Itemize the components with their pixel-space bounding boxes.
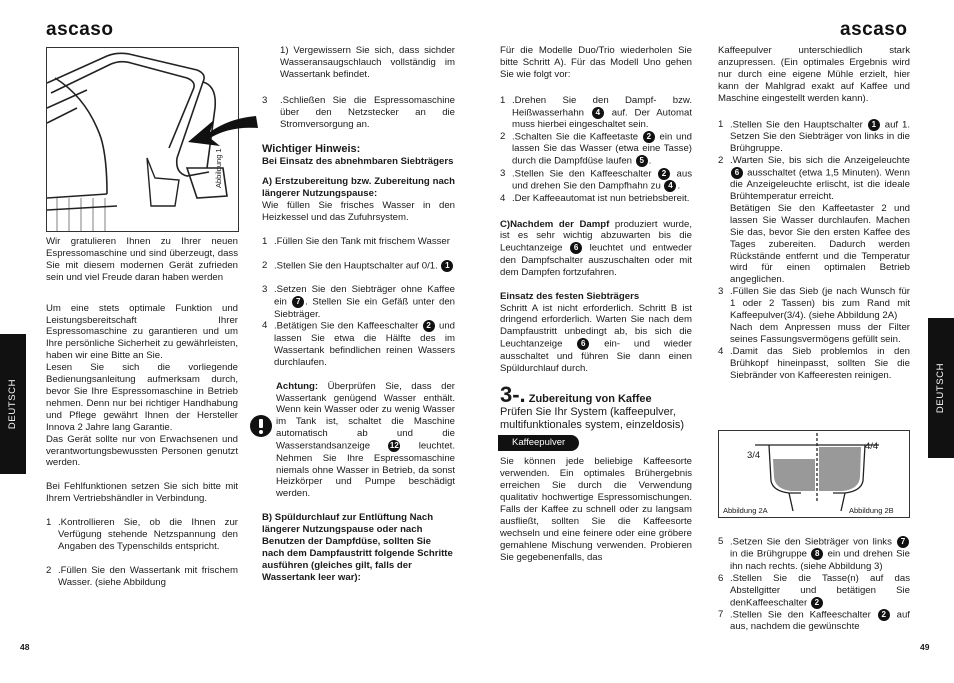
number-badge: 2 xyxy=(423,320,435,332)
fig2-label-4-4: 4/4 xyxy=(865,441,879,452)
number-badge: 6 xyxy=(577,338,589,350)
number-badge: 7 xyxy=(292,296,304,308)
list-item: 4 .Betätigen Sie den Kaffeeschalter 2 und lassen Sie etwa die Hälfte des im Wassertank befindlichen reinen Wassers durchlaufen. xyxy=(262,320,456,368)
number-badge: 2 xyxy=(658,168,670,180)
paragraph: Schritt A ist nicht erforderlich. Schritt B ist dringend erforderlich. Warten Sie nach dem Dampfaustritt unbedingt ab, bis sich die Leuchtanzeige 6 ein- und wieder ausschaltet und führen Sie dann einen Spüldurchlauf durch. xyxy=(500,302,692,374)
list-item: 2 .Schalten Sie die Kaffeetaste 2 ein und lassen Sie das Wasser (etwa eine Tasse) durch die Dampfdüse laufen 5 . xyxy=(500,130,693,167)
page-number-right: 49 xyxy=(920,642,930,652)
list-item: 5 .Setzen Sie den Siebträger von links 7 in die Brühgruppe 8 ein und drehen Sie ihn nach rechts. (siehe Abbildung 3) xyxy=(718,536,910,572)
number-badge: 4 xyxy=(664,180,676,192)
number-badge: 4 xyxy=(592,107,604,119)
paragraph: Kaffeepulver unterschiedlich stark anzupressen. (Ein optimales Ergebnis wird nur durch eine eigene Mühle erzielt, hier kann der Mahlgrad exakt auf Kaffee und Maschine eingestellt werden kann). xyxy=(718,45,910,104)
number-badge: 2 xyxy=(878,609,890,621)
list-item: 1 .Füllen Sie den Tank mit frischem Wasser xyxy=(262,235,450,247)
warning-box: Achtung: Überprüfen Sie, dass der Wassertank genügend Wasser enthält. Wenn kein Wasser oder zu wenig Wasser im Tank ist, schaltet die Maschine automatisch ab und die Wasserstandsanzeige 12 leuchtet. Nehmen Sie Ihre Espressomaschine niemals ohne Wasser in Betrieb, da sonst Heizkörper und Pumpe beschädigt werden. xyxy=(276,380,455,500)
page-number-left: 48 xyxy=(20,642,30,652)
list-item: 4 .Der Kaffeeautomat ist nun betriebsbereit. xyxy=(500,192,690,204)
brand-logo-right: ascaso xyxy=(840,19,908,40)
warning-icon xyxy=(250,415,272,437)
column-3 xyxy=(500,45,692,564)
column-1 xyxy=(46,236,238,589)
arrow-icon xyxy=(180,110,260,156)
paragraph: Sie können jede beliebige Kaffeesorte verwenden. Ein optimales Brühergebnis erreichen Sie durch die Verwendung qualitativ hochwertige Espressomischungen. Falls der Kaffee zu schnell oder zu langsam ausfließt, sollten Sie die Kaffeesorte wechseln und eine feinere oder eine gröbere gemahlene Mischung verwenden. Probieren Sie gegebenenfalls, das xyxy=(500,456,692,563)
paragraph: Bei Fehlfunktionen setzen Sie sich bitte mit Ihrem Vertriebshändler in Verbindung. xyxy=(46,481,238,505)
brand-logo-left: ascaso xyxy=(46,19,114,40)
number-badge: 5 xyxy=(636,155,648,167)
intro-paragraph: Wir gratulieren Ihnen zu Ihrer neuen Espressomaschine und sind überzeugt, dass Sie mit diesem modernen Gerät zufrieden sein und viel Freude daran haben werden xyxy=(46,236,238,283)
paragraph: C)Nachdem der Dampf produziert wurde, ist es sehr wichtig abzuwarten bis die Leuchtanzeige 6 leuchtet und entweder den Dampfschalter auszuschalten oder mit dem Dampfen fortzufahren. xyxy=(500,218,692,278)
figure-2a-caption: Abbildung 2A xyxy=(723,506,768,515)
side-tab-left: DEUTSCH xyxy=(0,334,26,474)
paragraph: Das Gerät sollte nur von Erwachsenen und verantwortungsbewussten Personen genutzt werden. xyxy=(46,433,238,469)
column-4-continued xyxy=(718,536,910,633)
paragraph: Um eine stets optimale Funktion und Leistungsbereitschaft Ihrer Espressomaschine zu garantieren und um Ihre persönliche Sicherheit zu gewährleisten, haben wir eine Bitte an Sie. xyxy=(46,302,238,362)
number-badge: 2 xyxy=(643,131,655,143)
column-2 xyxy=(262,45,455,584)
section-subheading: Bei Einsatz des abnehmbaren Siebträgers xyxy=(262,156,454,168)
section-heading: Wichtiger Hinweis: xyxy=(262,143,361,156)
number-badge: 12 xyxy=(389,441,399,451)
warning-label: Achtung: xyxy=(276,380,319,392)
list-item: 6 .Stellen Sie die Tasse(n) auf das Abstellgitter und betätigen Sie denKaffeeschalter 2 xyxy=(718,572,910,609)
figure-2b-caption: Abbildung 2B xyxy=(849,506,894,515)
side-tab-right: DEUTSCH xyxy=(928,318,954,458)
paragraph: Wie füllen Sie frisches Wasser in den Heizkessel und das Zufuhrsystem. xyxy=(262,200,455,223)
number-badge: 6 xyxy=(570,242,582,254)
list-item: 1 .Stellen Sie den Hauptschalter 1 auf 1. Setzen Sie den Siebträger von links in die Brühgruppe. xyxy=(718,118,911,154)
section-subheading: Einsatz des festen Siebträgers xyxy=(500,290,640,302)
section-subheading: A) Erstzubereitung bzw. Zubereitung nach längerer Nutzungspause: xyxy=(262,176,455,200)
list-item: 2 .Warten Sie, bis sich die Anzeigeleuchte 6 ausschaltet (etwa 1,5 Minuten). Wenn die Anzeigeleuchte erlischt, ist die ideale Brühtemperatur erreicht. Betätigen Sie den Kaffeetaster 2 und lassen Sie Wasser durchlaufen. Machen Sie das, bevor Sie den ersten Kaffee des Tages zubereiten. Dadurch werden Rückstände entfernt und die Temperatur wird für einen optimalen Betrieb angeglichen. xyxy=(718,154,910,286)
list-item: 3 .Füllen Sie das Sieb (je nach Wunsch für 1 oder 2 Tassen) bis zum Rand mit Kaffeepulver(3/4). (siehe Abbildung 2A) Nach dem Anpressen muss der Filter seines Fassungsvermögens gefüllt sein. xyxy=(718,286,910,345)
section-heading: 3-. Zubereitung von Kaffee xyxy=(500,382,652,408)
paragraph: Für die Modelle Duo/Trio wiederholen Sie bitte Schritt A). Für das Modell Uno gehen Sie wie folgt vor: xyxy=(500,45,692,80)
paragraph: Lesen Sie sich die vorliegende Bedienungsanleitung aufmerksam durch, bevor Sie Ihre Espressomaschine in Betrieb nehmen. Denn nur bei richtiger Handhabung und Pflege gewährt Ihnen der Hersteller Innova 2 Jahre lang Garantie. xyxy=(46,362,238,433)
number-badge: 8 xyxy=(811,548,823,560)
kaffeepulver-pill: Kaffeepulver xyxy=(498,435,579,451)
column-4 xyxy=(718,45,910,382)
list-item: 1 .Drehen Sie den Dampf- bzw. Heißwasserhahn 4 auf. Der Automat muss hierbei eingeschaltet sein. xyxy=(500,94,693,131)
list-item: 3 .Setzen Sie den Siebträger ohne Kaffee ein 7 . Stellen Sie ein Gefäß unter den Siebträger. xyxy=(262,284,455,320)
section-subheading: B) Spüldurchlauf zur Entlüftung Nach längerer Nutzungspause oder nach Benutzen der Dampfdüse, sollten Sie nach dem Dampfaustritt folgende Schritte ausführen (gleiches gilt, falls der Wassertank leer war): xyxy=(262,512,453,583)
list-item: 4 .Damit das Sieb problemlos in den Brühkopf hineinpasst, sollten Sie die Siebränder von Kaffeeresten reinigen. xyxy=(718,345,910,381)
number-badge: 1 xyxy=(441,260,453,272)
number-badge: 7 xyxy=(897,536,909,548)
list-item: 3 .Stellen Sie den Kaffeeschalter 2 aus und drehen Sie den Dampfhahn zu 4 . xyxy=(500,167,692,192)
list-item: 2 .Füllen Sie den Wassertank mit frischem Wasser. (siehe Abbildung xyxy=(46,564,238,588)
number-badge: 2 xyxy=(811,597,823,609)
list-item: 7 .Stellen Sie den Kaffeeschalter 2 auf aus, nachdem die gewünschte xyxy=(718,609,910,633)
figure-2 xyxy=(718,430,910,518)
section-subheading: Prüfen Sie Ihr System (kaffeepulver, multifunktionales system, einzeldosis) xyxy=(500,406,685,432)
number-badge: 1 xyxy=(868,119,880,131)
list-item: 1 .Kontrollieren Sie, ob die Ihnen zur Verfügung stehende Netzspannung den Angaben des Typenschilds entspricht. xyxy=(46,517,238,552)
paragraph: 1) Vergewissern Sie sich, dass sichder Wasseransaugschlauch vollständig im Wassertank befindet. xyxy=(280,45,455,80)
number-badge: 6 xyxy=(731,167,743,179)
figure-1-caption: Abbildung 1 xyxy=(214,148,223,188)
list-item: 2 .Stellen Sie den Hauptschalter auf 0/1. 1 xyxy=(262,260,455,272)
fig2-label-3-4: 3/4 xyxy=(747,450,761,461)
list-item: 3 .Schließen Sie die Espressomaschine über den Netzstecker an die Stromversorgung an. xyxy=(262,94,455,130)
